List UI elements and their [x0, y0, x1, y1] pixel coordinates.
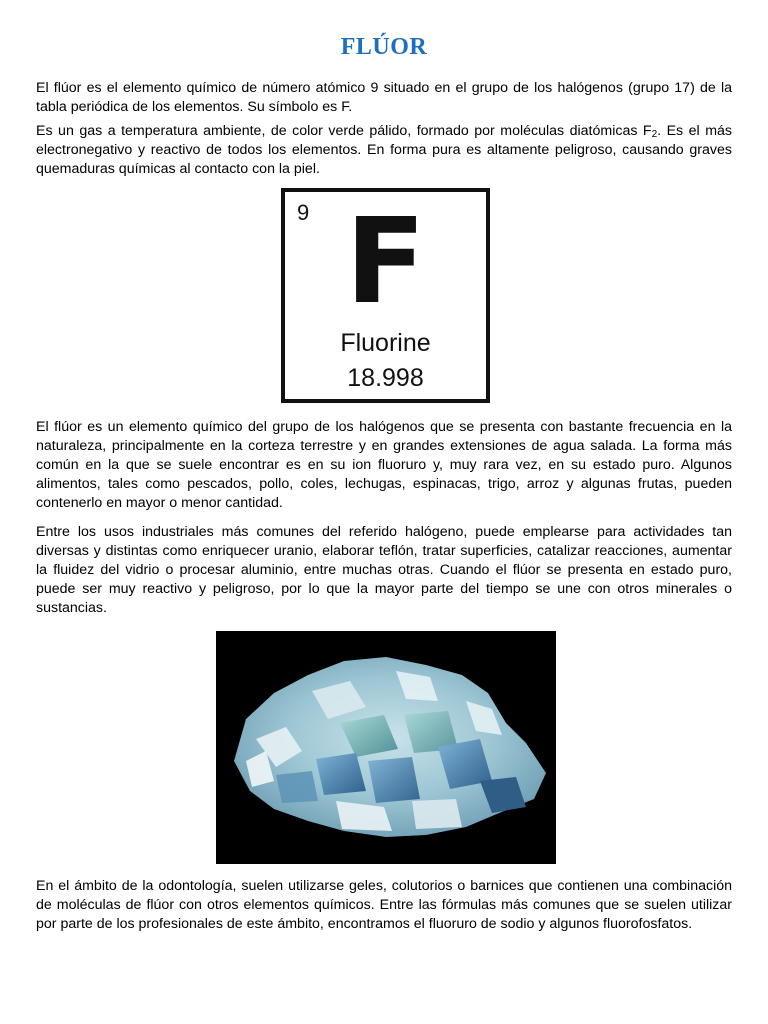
atomic-mass: 18.998 — [347, 364, 424, 392]
paragraph-intro: El flúor es el elemento químico de número atómico 9 situado en el grupo de los halógenos (grupo 17) de la tabla periódica de los elementos. Su símbolo es F. — [36, 80, 732, 115]
paragraph-properties-text-1: Es un gas a temperatura ambiente, de color verde pálido, formado por moléculas diatómicas F — [36, 123, 652, 139]
element-symbol: F — [345, 192, 426, 330]
paragraph-properties — [36, 122, 732, 179]
paragraph-occurrence: El flúor es un elemento químico del grupo de los halógenos que se presenta con bastante frecuencia en la naturaleza, principalmente en la corteza terrestre y en grandes extensiones de agua salada. La forma más común en la que se suele encontrar es en su ion fluoruro y, muy rara vez, en su estado puro. Algunos alimentos, tales como pescados, pollo, coles, lechugas, espinacas, trigo, arroz y algunas frutas, pueden contenerlo en mayor o menor cantidad. — [36, 419, 732, 511]
page-title: FLÚOR — [340, 34, 428, 60]
subscript-two: 2 — [651, 129, 658, 140]
paragraph-odontology: En el ámbito de la odontología, suelen utilizarse geles, colutorios o barnices que contienen una combinación de moléculas de flúor con otros elementos químicos. Entre las fórmulas más comunes que se suelen utilizar por parte de los profesionales de este ámbito, encontramos el fluoruro de sodio y algunos fluorofosfatos. — [36, 878, 732, 932]
periodic-element-tile — [281, 188, 490, 403]
paragraph-properties-text-2: . Es el más electronegativo y reactivo de todos los elementos. En forma pura es altamente peligroso, causando graves quemaduras químicas al contacto con la piel. — [36, 123, 732, 177]
atomic-number: 9 — [297, 200, 310, 225]
fluorite-mineral-photo — [216, 631, 556, 864]
fluorite-crystal-illustration — [216, 631, 556, 864]
paragraph-industrial-uses: Entre los usos industriales más comunes del referido halógeno, puede emplearse para actividades tan diversas y distintas como enriquecer uranio, elaborar teflón, tratar superficies, catalizar reacciones, aumentar la fluidez del vidrio o procesar aluminio, entre muchas otras. Cuando el flúor se presenta en estado puro, puede ser muy reactivo y peligroso, por lo que la mayor parte del tiempo se une con otros minerales o sustancias. — [36, 524, 732, 616]
element-name: Fluorine — [340, 329, 431, 357]
